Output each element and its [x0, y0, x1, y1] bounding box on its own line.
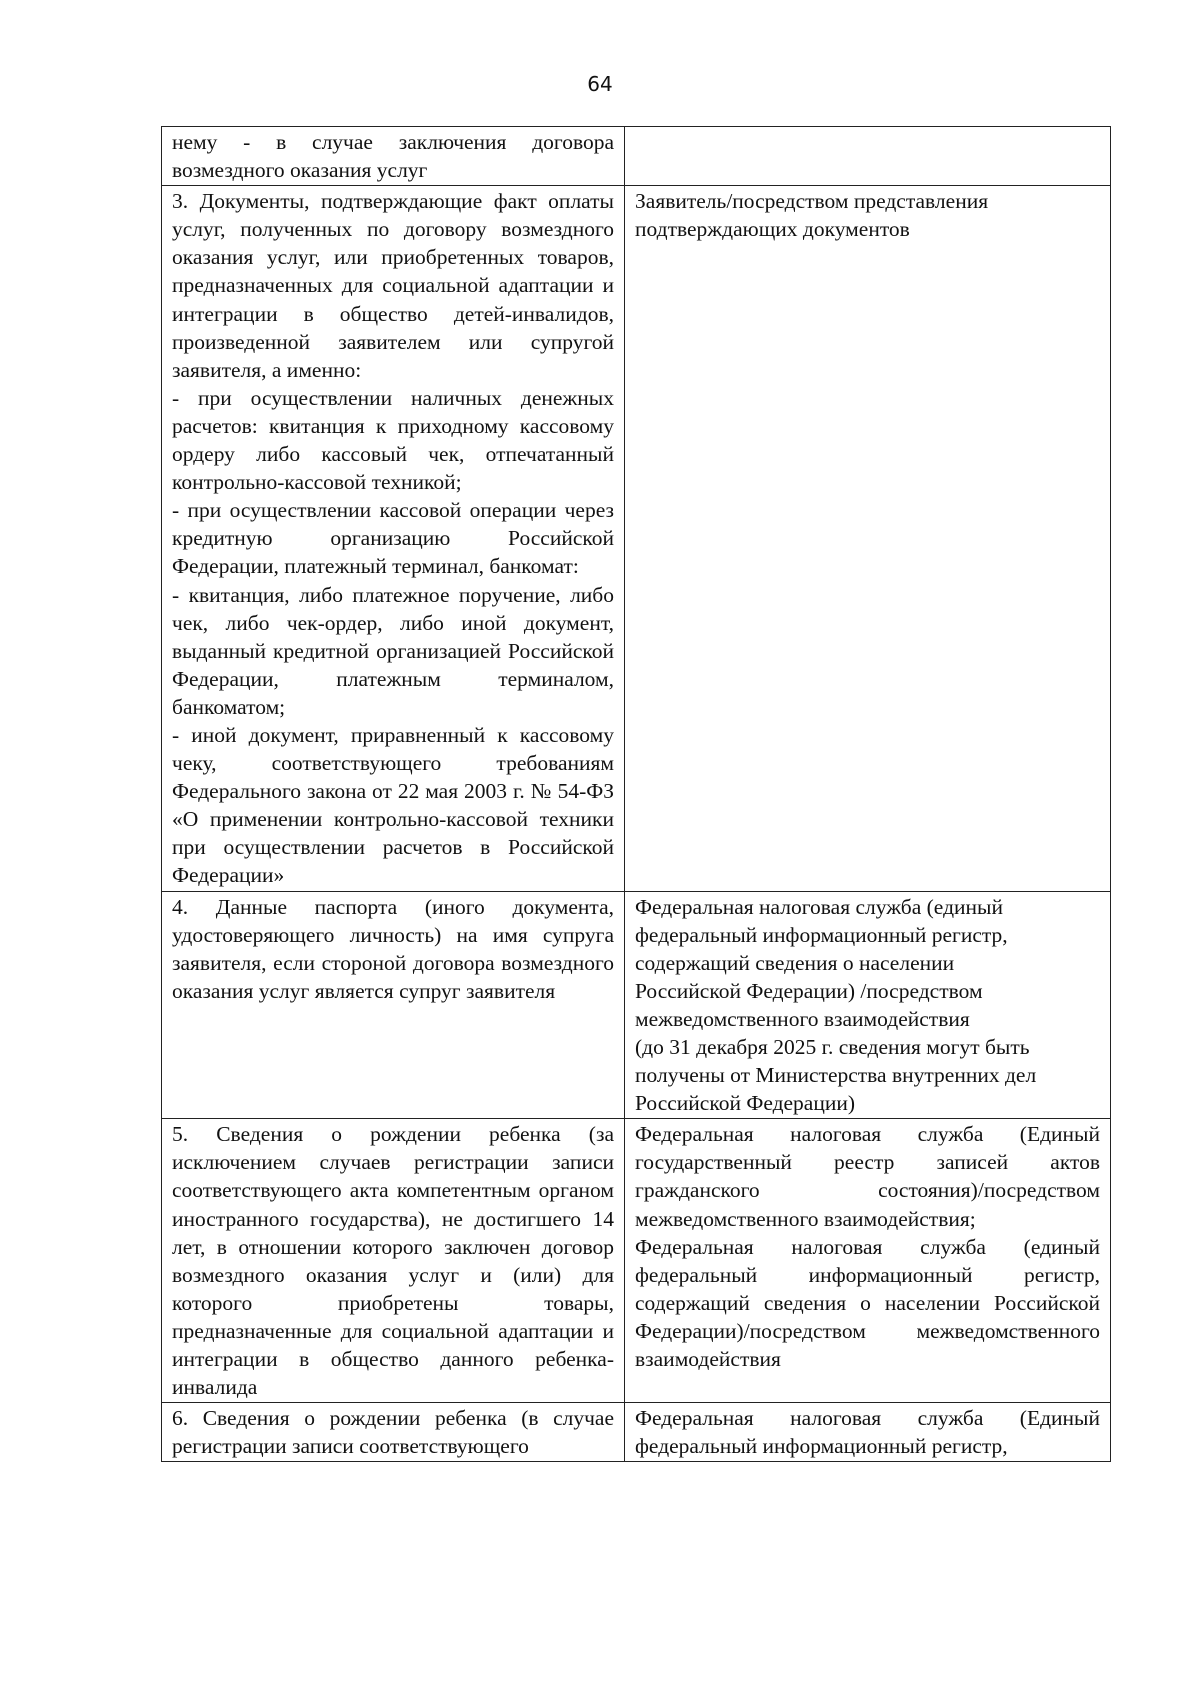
source-text: Федеральная налоговая служба (единый федеральный информационный регистр, содержащий сведения о населении Российской Федерации) /посредством межведомственного взаимодействия (до 31 декабря 2025 г. сведения могут быть получены от Министерства внутренних дел Российской Федерации) — [635, 894, 1037, 1116]
table-row — [162, 186, 1111, 891]
document-text: 3. Документы, подтверждающие факт оплаты услуг, полученных по договору возмездного оказания услуг, или приобретенных товаров, предназначенных для социальной адаптации и интеграции в общество детей-инвалидов, произведенной заявителем или супругой заявителя, а именно: - при осуществлении наличных денежных расчетов: квитанция к приходному кассовому ордеру либо кассовый чек, отпечатанный контрольно-кассовой техникой; - при осуществлении кассовой операции через кредитную организацию Российской Федерации, платежный терминал, банкомат: - квитанция, либо платежное поручение, либо чек, либо чек-ордер, либо иной документ, выданный кредитной организацией Российской Федерации, платежным терминалом, банкоматом; - иной документ, приравненный к кассовому чеку, соответствующего требованиям Федерального закона от 22 мая 2003 г. № 54-ФЗ «О применении контрольно-кассовой техники при осуществлении расчетов в Российской Федерации» — [172, 189, 614, 888]
document-cell — [162, 1119, 625, 1403]
table-row — [162, 1403, 1111, 1462]
source-cell — [625, 1119, 1111, 1403]
page-number: 64 — [587, 72, 613, 96]
document-cell — [162, 186, 625, 891]
source-cell — [625, 127, 1111, 186]
document-cell — [162, 127, 625, 186]
document-cell — [162, 1403, 625, 1462]
documents-table — [161, 126, 1111, 1462]
source-cell — [625, 1403, 1111, 1462]
document-text: 6. Сведения о рождении ребенка (в случае регистрации записи соответствующего — [172, 1406, 614, 1459]
source-text: Федеральная налоговая служба (Единый федеральный информационный регистр, — [635, 1406, 1100, 1459]
table-row — [162, 891, 1111, 1119]
table-row — [162, 127, 1111, 186]
document-text: 5. Сведения о рождении ребенка (за исключением случаев регистрации записи соответствующего акта компетентным органом иностранного государства), не достигшего 14 лет, в отношении которого заключен договор возмездного оказания услуг и (или) для которого приобретены товары, предназначенные для социальной адаптации и интеграции в общество данного ребенка-инвалида — [172, 1122, 614, 1400]
source-text: Федеральная налоговая служба (Единый государственный реестр записей актов гражданского состояния)/посредством межведомственного взаимодействия; Федеральная налоговая служба (единый федеральный информационный регистр, содержащий сведения о населении Российской Федерации)/посредством межведомственного взаимодействия — [635, 1122, 1100, 1372]
source-text: Заявитель/посредством представления подтверждающих документов — [635, 189, 989, 242]
table-row — [162, 1119, 1111, 1403]
document-cell — [162, 891, 625, 1119]
document-text: 4. Данные паспорта (иного документа, удостоверяющего личность) на имя супруга заявителя, если стороной договора возмездного оказания услуг является супруг заявителя — [172, 894, 614, 1003]
document-text: нему - в случае заключения договора возмездного оказания услуг — [172, 130, 614, 183]
source-cell — [625, 186, 1111, 891]
source-cell — [625, 891, 1111, 1119]
